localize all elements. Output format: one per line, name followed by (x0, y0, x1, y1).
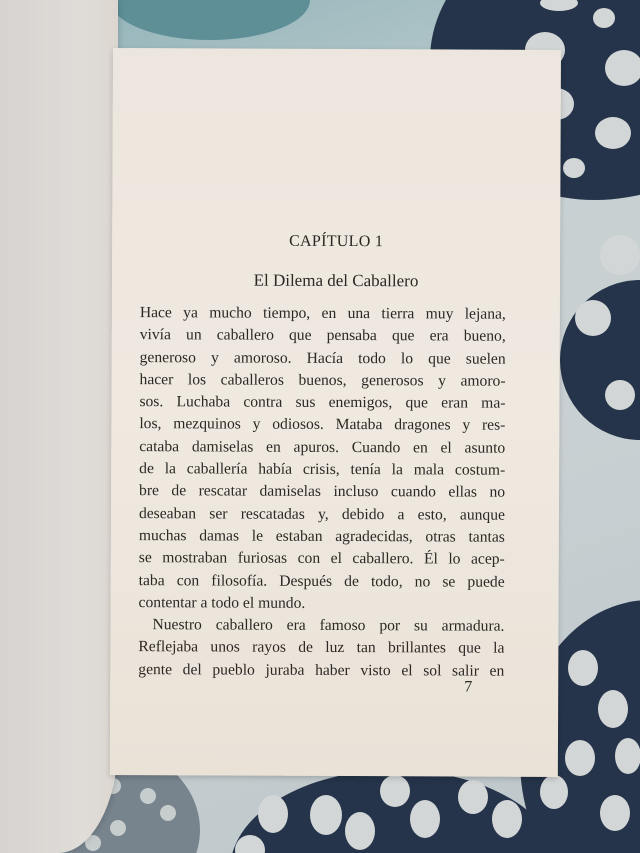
text-line: vivía un caballero que pensaba que era bueno, (139, 326, 506, 346)
fabric-dot (595, 117, 631, 149)
fabric-dot (258, 795, 288, 833)
text-line: sos. Luchaba contra sus enemigos, que eran ma- (139, 393, 506, 412)
text-line: gente del pueblo juraba haber visto el sol salir en (138, 660, 505, 680)
fabric-dot (458, 780, 488, 814)
fabric-dot (310, 795, 342, 835)
fabric-dot (615, 738, 640, 774)
text-line: se mostraban furiosas con el caballero. Él lo acep- (138, 549, 505, 568)
text-line: bre de rescatar damiselas incluso cuando ellas no (139, 482, 506, 502)
fabric-dot (568, 650, 598, 686)
fabric-dot-small (110, 820, 126, 836)
text-line: Hace ya mucho tiempo, en una tierra muy lejana, (139, 304, 506, 323)
text-line: de la caballería había crisis, tenía la mala costum- (139, 460, 506, 479)
book-page (110, 48, 561, 777)
chapter-heading: CAPÍTULO 1 (289, 232, 384, 251)
text-line: taba con filosofía. Después de todo, no se puede (138, 571, 505, 591)
text-line: contentar a todo el mundo. (138, 593, 306, 612)
text-line: Nuestro caballero era famoso por su armadura. (152, 616, 505, 635)
body-text (138, 302, 506, 683)
fabric-dot (593, 8, 615, 28)
text-line: hacer los caballeros buenos, generosos y amoro- (139, 371, 506, 390)
fabric-dot (598, 690, 628, 728)
text-line: generoso y amoroso. Hacía todo lo que suelen (139, 348, 506, 368)
fabric-dot (600, 795, 630, 831)
fabric-dot (605, 380, 635, 410)
fabric-dot (563, 158, 585, 178)
fabric-dot (492, 800, 522, 838)
fabric-dot (380, 775, 410, 807)
text-line: los, mezquinos y odiosos. Mataba dragones y res- (139, 415, 506, 435)
text-line: cataba damiselas en apuros. Cuando en el asunto (139, 437, 506, 457)
fabric-dot-small (160, 805, 176, 821)
text-line: muchas damas le estaban agradecidas, otras tantas (138, 527, 505, 546)
text-line: deseaban ser rescatadas y, debido a esto, aunque (138, 504, 506, 524)
left-book-page (0, 0, 118, 853)
fabric-dot (575, 300, 611, 336)
fabric-dot (540, 775, 568, 809)
page-number: 7 (464, 678, 473, 696)
fabric-dot (605, 50, 640, 86)
chapter-title: El Dilema del Caballero (253, 270, 419, 291)
fabric-dot (345, 812, 375, 850)
fabric-dot-small (140, 788, 156, 804)
fabric-dot (565, 740, 595, 776)
text-line: Reflejaba unos rayos de luz tan brillantes que la (138, 638, 505, 658)
fabric-dot (410, 800, 440, 838)
fabric-dot (600, 235, 640, 275)
